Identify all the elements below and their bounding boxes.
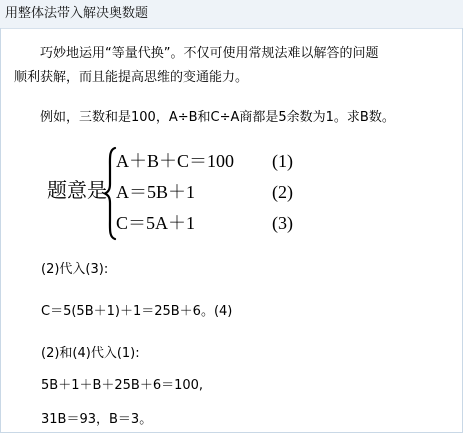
content-area [0, 28, 463, 432]
system-label: 题意是 [47, 180, 107, 202]
equation-1: A＋B＋C＝100 [116, 151, 235, 171]
title-bar [0, 0, 463, 29]
left-brace-icon [103, 146, 117, 241]
step-2: C＝5(5B＋1)＋1＝25B＋6。(4) [41, 304, 233, 319]
step-1: (2)代入(3): [41, 262, 109, 277]
intro-line-1: 巧妙地运用“等量代换”。不仅可使用常规法难以解答的问题 [40, 46, 379, 61]
equation-number-2: (2) [272, 182, 293, 202]
equation-2: A＝5B＋1 [116, 182, 196, 202]
step-3: (2)和(4)代入(1): [41, 346, 140, 361]
page-title: 用整体法带入解决奥数题 [5, 6, 149, 21]
equation-number-1: (1) [272, 151, 293, 171]
step-5: 31B＝93，B＝3。 [41, 412, 153, 427]
equation-number-3: (3) [272, 213, 293, 233]
step-4: 5B＋1＋B＋25B＋6＝100, [41, 378, 204, 393]
intro-line-2: 顺利获解，而且能提高思维的变通能力。 [14, 70, 249, 85]
equation-3: C＝5A＋1 [116, 213, 196, 233]
example-text: 例如，三数和是100，A÷B和C÷A商都是5余数为1。求B数。 [40, 110, 395, 125]
